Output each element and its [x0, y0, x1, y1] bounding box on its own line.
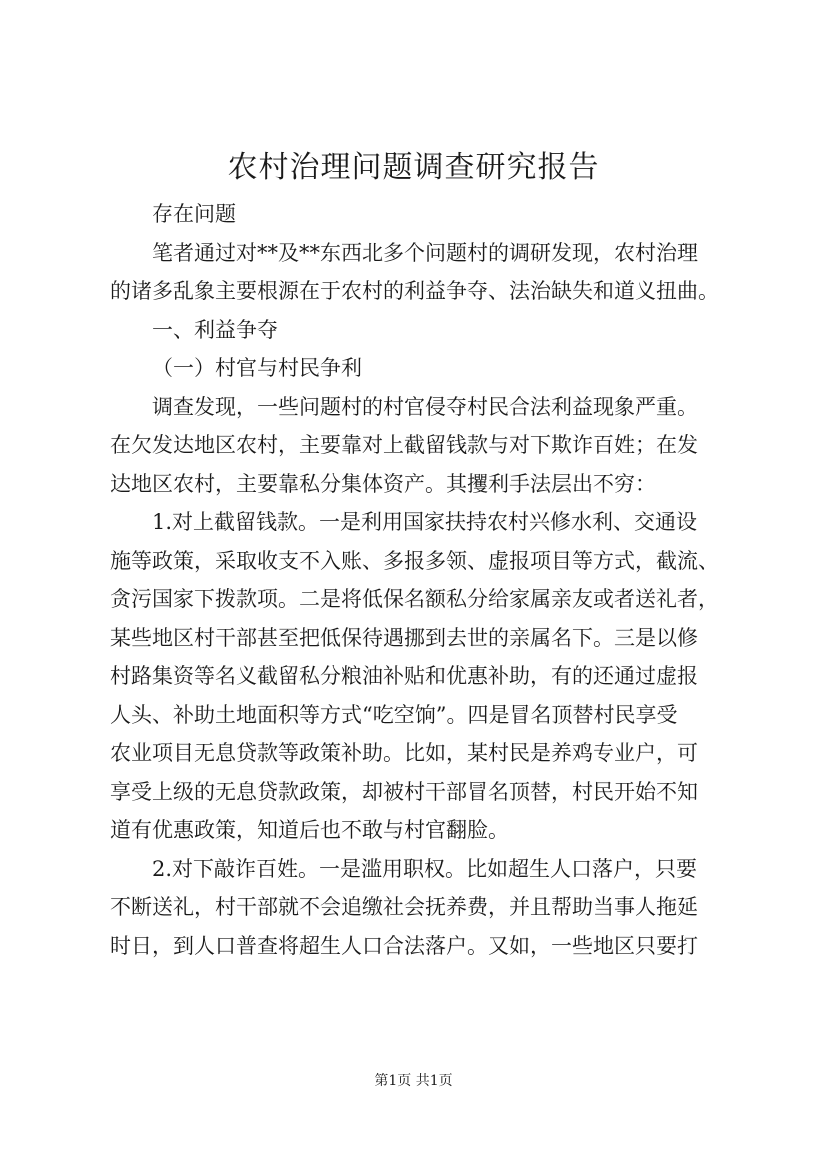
text-line: 道有优惠政策，知道后也不敢与村官翻脸。	[110, 818, 509, 842]
text-line: 不断送礼，村干部就不会追缴社会抚养费，并且帮助当事人拖延	[110, 895, 698, 919]
text-line: 笔者通过对**及**东西北多个问题村的调研发现，农村治理	[152, 240, 698, 265]
page-footer: 第1页 共1页	[374, 1073, 453, 1089]
text-line: 享受上级的无息贷款政策，却被村干部冒名顶替，村民开始不知	[110, 779, 698, 804]
text-line: 的诸多乱象主要根源在于农村的利益争夺、法治缺失和道义扭曲。	[110, 279, 719, 303]
text-line: 在欠发达地区农村，主要靠对上截留钱款与对下欺诈百姓；在发	[110, 433, 698, 457]
text-line: 施等政策，采取收支不入账、多报多领、虚报项目等方式，截流、	[110, 548, 719, 573]
text-line: 2.对下敲诈百姓。一是滥用职权。比如超生人口落户，只要	[152, 856, 698, 881]
text-line: 贪污国家下拨款项。二是将低保名额私分给家属亲友或者送礼者，	[110, 587, 719, 611]
text-line: 存在问题	[152, 202, 236, 226]
text-line: 村路集资等名义截留私分粮油补贴和优惠补助，有的还通过虚报	[110, 664, 698, 688]
text-line: （一）村官与村民争利	[152, 356, 362, 380]
text-line: 一、利益争夺	[152, 317, 278, 342]
text-line: 某些地区村干部甚至把低保待遇挪到去世的亲属名下。三是以修	[110, 625, 698, 650]
text-line: 农业项目无息贷款等政策补助。比如，某村民是养鸡专业户，可	[110, 741, 698, 765]
text-line: 1.对上截留钱款。一是利用国家扶持农村兴修水利、交通设	[152, 510, 698, 534]
text-line: 人头、补助土地面积等方式“吃空饷”。四是冒名顶替村民享受	[110, 702, 678, 727]
document-title: 农村治理问题调查研究报告	[227, 150, 600, 185]
text-line: 达地区农村，主要靠私分集体资产。其攫利手法层出不穷：	[110, 471, 656, 496]
text-line: 调查发现，一些问题村的村官侵夺村民合法利益现象严重。	[152, 394, 698, 419]
document-body	[110, 195, 730, 965]
text-line: 时日，到人口普查将超生人口合法落户。又如，一些地区只要打	[110, 933, 698, 958]
